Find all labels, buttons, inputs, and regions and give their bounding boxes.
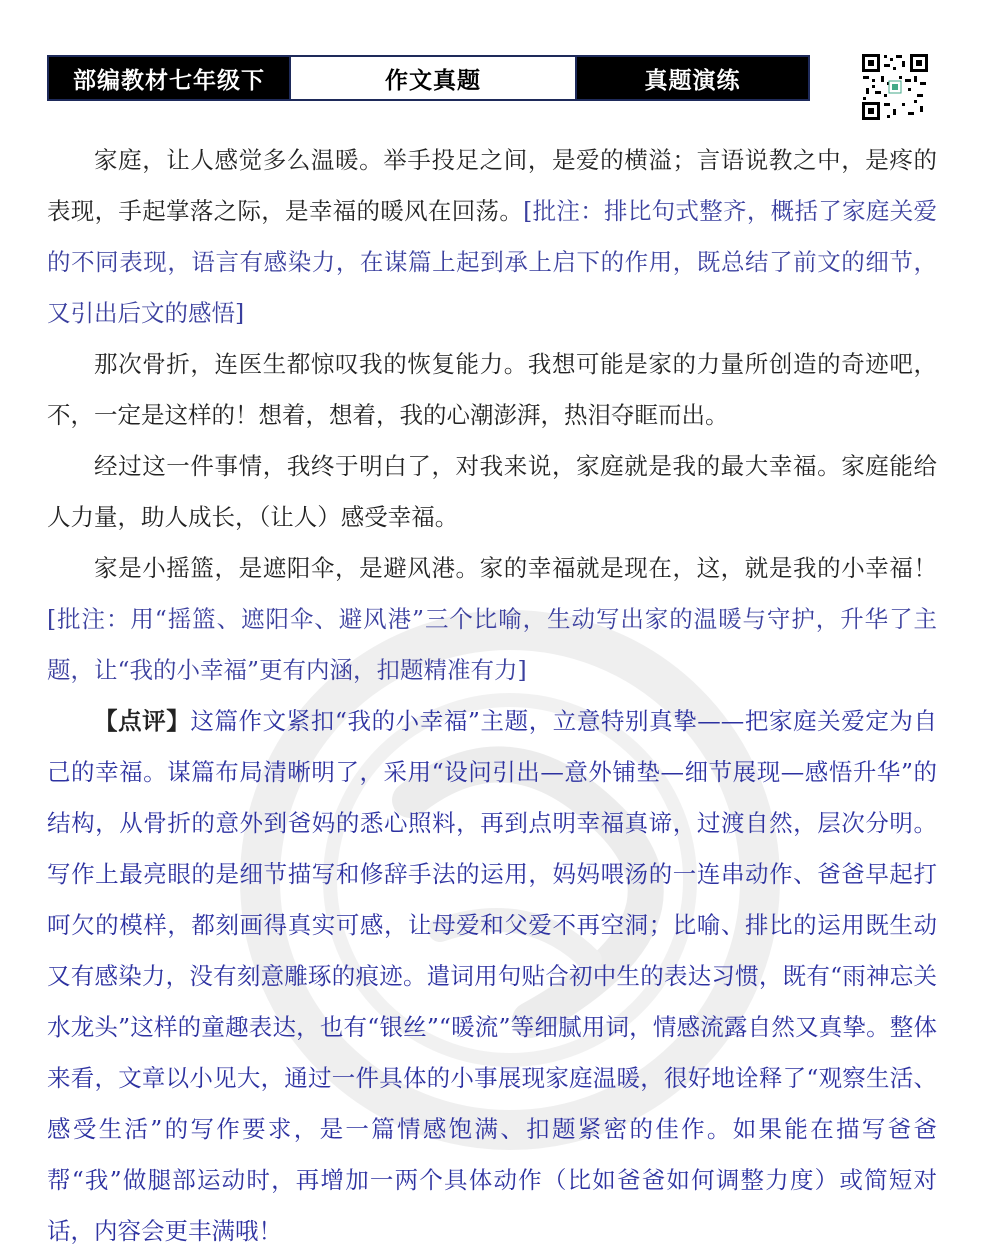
annotation-2: [批注：用“摇篮、遮阳伞、避风港”三个比喻，生动写出家的温暖与守护，升华了主题，让“我的小幸福”更有内涵，扣题精准有力] (47, 605, 937, 684)
paragraph-2 (47, 339, 937, 441)
header-section-label: 真题演练 (577, 57, 808, 99)
header-grade-label: 部编教材七年级下 (49, 57, 289, 99)
paragraph-4-text: 家是小摇篮，是遮阳伞，是避风港。家的幸福就是现在，这，就是我的小幸福！ (94, 554, 937, 582)
review-text: 这篇作文紧扣“我的小幸福”主题，立意特别真挚——把家庭关爱定为自己的幸福。谋篇布局清晰明了，采用“设问引出—意外铺垫—细节展现—感悟升华”的结构，从骨折的意外到爸妈的悉心照料，再到点明幸福真谛，过渡自然，层次分明。写作上最亮眼的是细节描写和修辞手法的运用，妈妈喂汤的一连串动作、爸爸早起打呵欠的模样，都刻画得真实可感，让母爱和父爱不再空洞；比喻、排比的运用既生动又有感染力，没有刻意雕琢的痕迹。遣词用句贴合初中生的表达习惯，既有“雨神忘关水龙头”这样的童趣表达，也有“银丝”“暖流”等细腻用词，情感流露自然又真挚。整体来看，文章以小见大，通过一件具体的小事展现家庭温暖，很好地诠释了“观察生活、感受生活”的写作要求，是一篇情感饱满、扣题紧密的佳作。如果能在描写爸爸帮“我”做腿部运动时，再增加一两个具体动作（比如爸爸如何调整力度）或简短对话，内容会更丰满哦！ (47, 707, 938, 1245)
annotation-1: [批注：排比句式整齐，概括了家庭关爱的不同表现，语言有感染力，在谋篇上起到承上启下的作用，既总结了前文的细节，又引出后文的感悟] (47, 197, 937, 327)
essay-content (47, 135, 937, 1257)
paragraph-4 (47, 543, 937, 696)
review-label: 【点评】 (94, 707, 191, 735)
paragraph-1-text: 家庭，让人感觉多么温暖。举手投足之间，是爱的横溢；言语说教之中，是疼的表现，手起掌落之际，是幸福的暖风在回荡。 (47, 146, 937, 225)
qr-code-icon (860, 52, 930, 122)
paragraph-3-text: 经过这一件事情，我终于明白了，对我来说，家庭就是我的最大幸福。家庭能给人力量，助人成长，（让人）感受幸福。 (47, 452, 937, 531)
paragraph-1 (47, 135, 937, 339)
paragraph-2-text: 那次骨折，连医生都惊叹我的恢复能力。我想可能是家的力量所创造的奇迹吧，不，一定是这样的！想着，想着，我的心潮澎湃，热泪夺眶而出。 (47, 350, 937, 429)
review-paragraph (47, 696, 937, 1257)
header-bar (47, 55, 810, 101)
paragraph-3 (47, 441, 937, 543)
header-title: 作文真题 (289, 57, 577, 99)
